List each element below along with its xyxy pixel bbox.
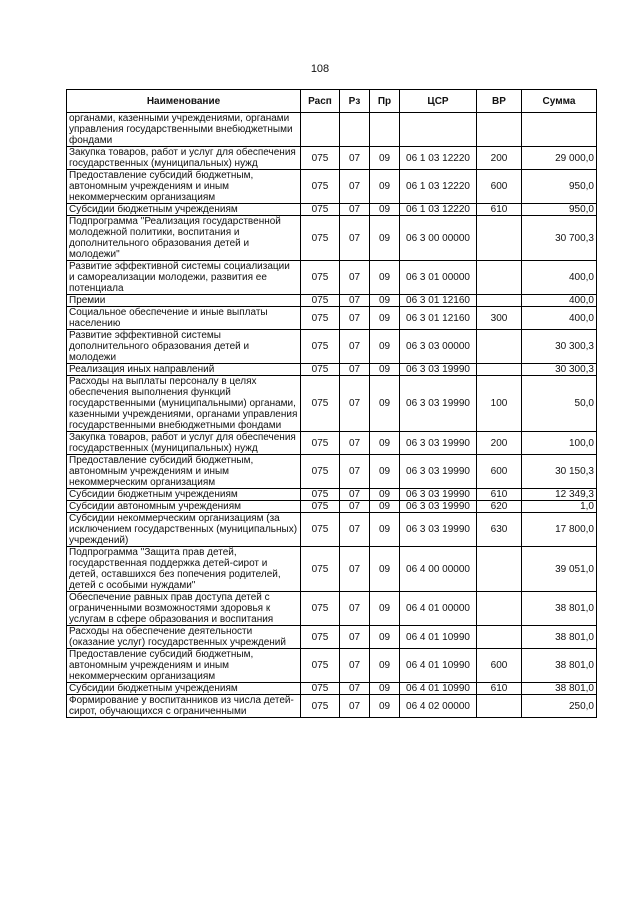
cell-vr [477,216,522,261]
cell-summa: 17 800,0 [522,513,597,547]
cell-rasp: 075 [301,147,340,170]
cell-rasp: 075 [301,295,340,307]
table-row [67,501,597,513]
header-csr: ЦСР [400,90,477,113]
cell-csr: 06 3 03 00000 [400,330,477,364]
cell-vr [477,547,522,592]
cell-summa: 38 801,0 [522,592,597,626]
table-row [67,432,597,455]
cell-rasp: 075 [301,261,340,295]
cell-rz: 07 [340,170,370,204]
cell-rasp: 075 [301,216,340,261]
cell-summa: 950,0 [522,170,597,204]
cell-csr: 06 4 00 00000 [400,547,477,592]
cell-vr: 600 [477,170,522,204]
table-row [67,216,597,261]
cell-csr: 06 1 03 12220 [400,170,477,204]
cell-rz: 07 [340,455,370,489]
table-row [67,513,597,547]
cell-rz: 07 [340,649,370,683]
cell-summa: 950,0 [522,204,597,216]
cell-rz [340,113,370,147]
table-row [67,695,597,718]
cell-csr: 06 3 01 12160 [400,295,477,307]
cell-summa: 400,0 [522,295,597,307]
cell-summa: 29 000,0 [522,147,597,170]
cell-csr: 06 3 01 12160 [400,307,477,330]
cell-vr [477,695,522,718]
table-row [67,489,597,501]
table-row [67,330,597,364]
cell-pr: 09 [370,376,400,432]
cell-name: органами, казенными учреждениями, органами управления государственными внебюджетными фондами [67,113,301,147]
cell-rz: 07 [340,216,370,261]
cell-vr: 610 [477,683,522,695]
cell-rasp: 075 [301,547,340,592]
cell-name: Подпрограмма "Реализация государственной молодежной политики, воспитания и дополнительного образования детей и молодежи" [67,216,301,261]
cell-vr [477,113,522,147]
cell-csr: 06 1 03 12220 [400,204,477,216]
table-row [67,649,597,683]
table-row [67,113,597,147]
cell-name: Закупка товаров, работ и услуг для обеспечения государственных (муниципальных) нужд [67,147,301,170]
cell-vr [477,364,522,376]
table-row [67,147,597,170]
cell-vr: 600 [477,649,522,683]
cell-rasp: 075 [301,489,340,501]
cell-rasp: 075 [301,455,340,489]
cell-rz: 07 [340,307,370,330]
cell-vr: 100 [477,376,522,432]
cell-rasp: 075 [301,376,340,432]
cell-vr: 600 [477,455,522,489]
table-row [67,376,597,432]
cell-vr: 200 [477,147,522,170]
table-row [67,592,597,626]
cell-rasp: 075 [301,170,340,204]
cell-rz: 07 [340,626,370,649]
cell-csr: 06 3 03 19990 [400,376,477,432]
cell-csr: 06 4 01 10990 [400,649,477,683]
cell-name: Субсидии бюджетным учреждениям [67,489,301,501]
cell-name: Закупка товаров, работ и услуг для обеспечения государственных (муниципальных) нужд [67,432,301,455]
cell-vr: 620 [477,501,522,513]
cell-rasp: 075 [301,204,340,216]
table-row [67,364,597,376]
cell-pr: 09 [370,330,400,364]
cell-vr: 300 [477,307,522,330]
cell-rasp: 075 [301,307,340,330]
cell-name: Предоставление субсидий бюджетным, автономным учреждениям и иным некоммерческим организациям [67,170,301,204]
cell-vr: 610 [477,489,522,501]
cell-rasp: 075 [301,592,340,626]
cell-pr [370,113,400,147]
cell-pr: 09 [370,216,400,261]
table-row [67,683,597,695]
table-header-row [67,90,597,113]
cell-pr: 09 [370,592,400,626]
cell-csr: 06 3 03 19990 [400,432,477,455]
cell-pr: 09 [370,204,400,216]
cell-vr [477,592,522,626]
cell-csr: 06 4 01 00000 [400,592,477,626]
cell-rz: 07 [340,501,370,513]
table-row [67,170,597,204]
cell-summa: 30 300,3 [522,330,597,364]
cell-rz: 07 [340,295,370,307]
cell-summa: 30 700,3 [522,216,597,261]
cell-csr: 06 4 01 10990 [400,626,477,649]
cell-summa: 30 150,3 [522,455,597,489]
cell-pr: 09 [370,170,400,204]
budget-table [66,89,597,718]
cell-rz: 07 [340,592,370,626]
cell-csr: 06 3 03 19990 [400,501,477,513]
header-rz: Рз [340,90,370,113]
cell-pr: 09 [370,683,400,695]
cell-rasp: 075 [301,649,340,683]
cell-csr: 06 3 01 00000 [400,261,477,295]
cell-rasp [301,113,340,147]
header-pr: Пр [370,90,400,113]
cell-name: Расходы на обеспечение деятельности (оказание услуг) государственных учреждений [67,626,301,649]
cell-pr: 09 [370,501,400,513]
cell-vr: 630 [477,513,522,547]
cell-summa: 400,0 [522,261,597,295]
cell-name: Развитие эффективной системы социализации и самореализации молодежи, развития ее потенциала [67,261,301,295]
cell-rz: 07 [340,204,370,216]
header-vr: ВР [477,90,522,113]
cell-vr: 610 [477,204,522,216]
cell-rz: 07 [340,683,370,695]
cell-csr: 06 1 03 12220 [400,147,477,170]
cell-name: Подпрограмма "Защита прав детей, государственная поддержка детей-сирот и детей, оставшихся без попечения родителей, детей с особыми нуждами" [67,547,301,592]
cell-summa: 38 801,0 [522,626,597,649]
cell-pr: 09 [370,307,400,330]
cell-csr: 06 4 01 10990 [400,683,477,695]
cell-summa: 250,0 [522,695,597,718]
cell-summa: 12 349,3 [522,489,597,501]
table-row [67,626,597,649]
header-summa: Сумма [522,90,597,113]
cell-name: Субсидии автономным учреждениям [67,501,301,513]
cell-vr: 200 [477,432,522,455]
cell-summa: 38 801,0 [522,683,597,695]
table-row [67,295,597,307]
cell-rz: 07 [340,513,370,547]
cell-rz: 07 [340,364,370,376]
cell-rasp: 075 [301,683,340,695]
cell-name: Формирование у воспитанников из числа детей-сирот, обучающихся с ограниченными [67,695,301,718]
cell-summa: 50,0 [522,376,597,432]
cell-rz: 07 [340,330,370,364]
cell-vr [477,261,522,295]
cell-pr: 09 [370,695,400,718]
cell-csr: 06 3 03 19990 [400,364,477,376]
cell-rasp: 075 [301,626,340,649]
cell-pr: 09 [370,364,400,376]
cell-summa [522,113,597,147]
header-name: Наименование [67,90,301,113]
cell-summa: 100,0 [522,432,597,455]
cell-pr: 09 [370,489,400,501]
cell-pr: 09 [370,432,400,455]
cell-summa: 1,0 [522,501,597,513]
cell-rasp: 075 [301,513,340,547]
header-rasp: Расп [301,90,340,113]
cell-csr: 06 4 02 00000 [400,695,477,718]
cell-rz: 07 [340,547,370,592]
cell-csr: 06 3 03 19990 [400,513,477,547]
cell-rasp: 075 [301,432,340,455]
cell-rz: 07 [340,695,370,718]
cell-csr [400,113,477,147]
cell-rz: 07 [340,261,370,295]
cell-pr: 09 [370,513,400,547]
cell-rasp: 075 [301,330,340,364]
cell-name: Предоставление субсидий бюджетным, автономным учреждениям и иным некоммерческим организациям [67,649,301,683]
cell-rasp: 075 [301,364,340,376]
cell-vr [477,626,522,649]
cell-name: Субсидии некоммерческим организациям (за исключением государственных (муниципальных) учреждений) [67,513,301,547]
cell-pr: 09 [370,261,400,295]
cell-csr: 06 3 00 00000 [400,216,477,261]
cell-rasp: 075 [301,695,340,718]
cell-name: Премии [67,295,301,307]
cell-rz: 07 [340,432,370,455]
cell-name: Субсидии бюджетным учреждениям [67,204,301,216]
cell-name: Реализация иных направлений [67,364,301,376]
table-row [67,204,597,216]
cell-name: Субсидии бюджетным учреждениям [67,683,301,695]
table-row [67,307,597,330]
cell-rasp: 075 [301,501,340,513]
table-row [67,547,597,592]
cell-name: Расходы на выплаты персоналу в целях обеспечения выполнения функций государственными (муниципальными) органами, казенными учреждениями, органами управления государственными внебюджетными фондами [67,376,301,432]
cell-rz: 07 [340,489,370,501]
cell-vr [477,295,522,307]
cell-pr: 09 [370,455,400,489]
cell-pr: 09 [370,547,400,592]
cell-summa: 39 051,0 [522,547,597,592]
cell-summa: 38 801,0 [522,649,597,683]
cell-name: Развитие эффективной системы дополнительного образования детей и молодежи [67,330,301,364]
cell-pr: 09 [370,649,400,683]
cell-vr [477,330,522,364]
cell-pr: 09 [370,295,400,307]
cell-rz: 07 [340,147,370,170]
cell-csr: 06 3 03 19990 [400,455,477,489]
cell-pr: 09 [370,147,400,170]
cell-name: Обеспечение равных прав доступа детей с ограниченными возможностями здоровья к услугам в сфере образования и воспитания [67,592,301,626]
page-number: 108 [310,63,330,75]
cell-csr: 06 3 03 19990 [400,489,477,501]
cell-name: Предоставление субсидий бюджетным, автономным учреждениям и иным некоммерческим организациям [67,455,301,489]
cell-summa: 400,0 [522,307,597,330]
table-body [67,113,597,718]
table-row [67,455,597,489]
cell-pr: 09 [370,626,400,649]
cell-rz: 07 [340,376,370,432]
cell-summa: 30 300,3 [522,364,597,376]
table-row [67,261,597,295]
cell-name: Социальное обеспечение и иные выплаты населению [67,307,301,330]
